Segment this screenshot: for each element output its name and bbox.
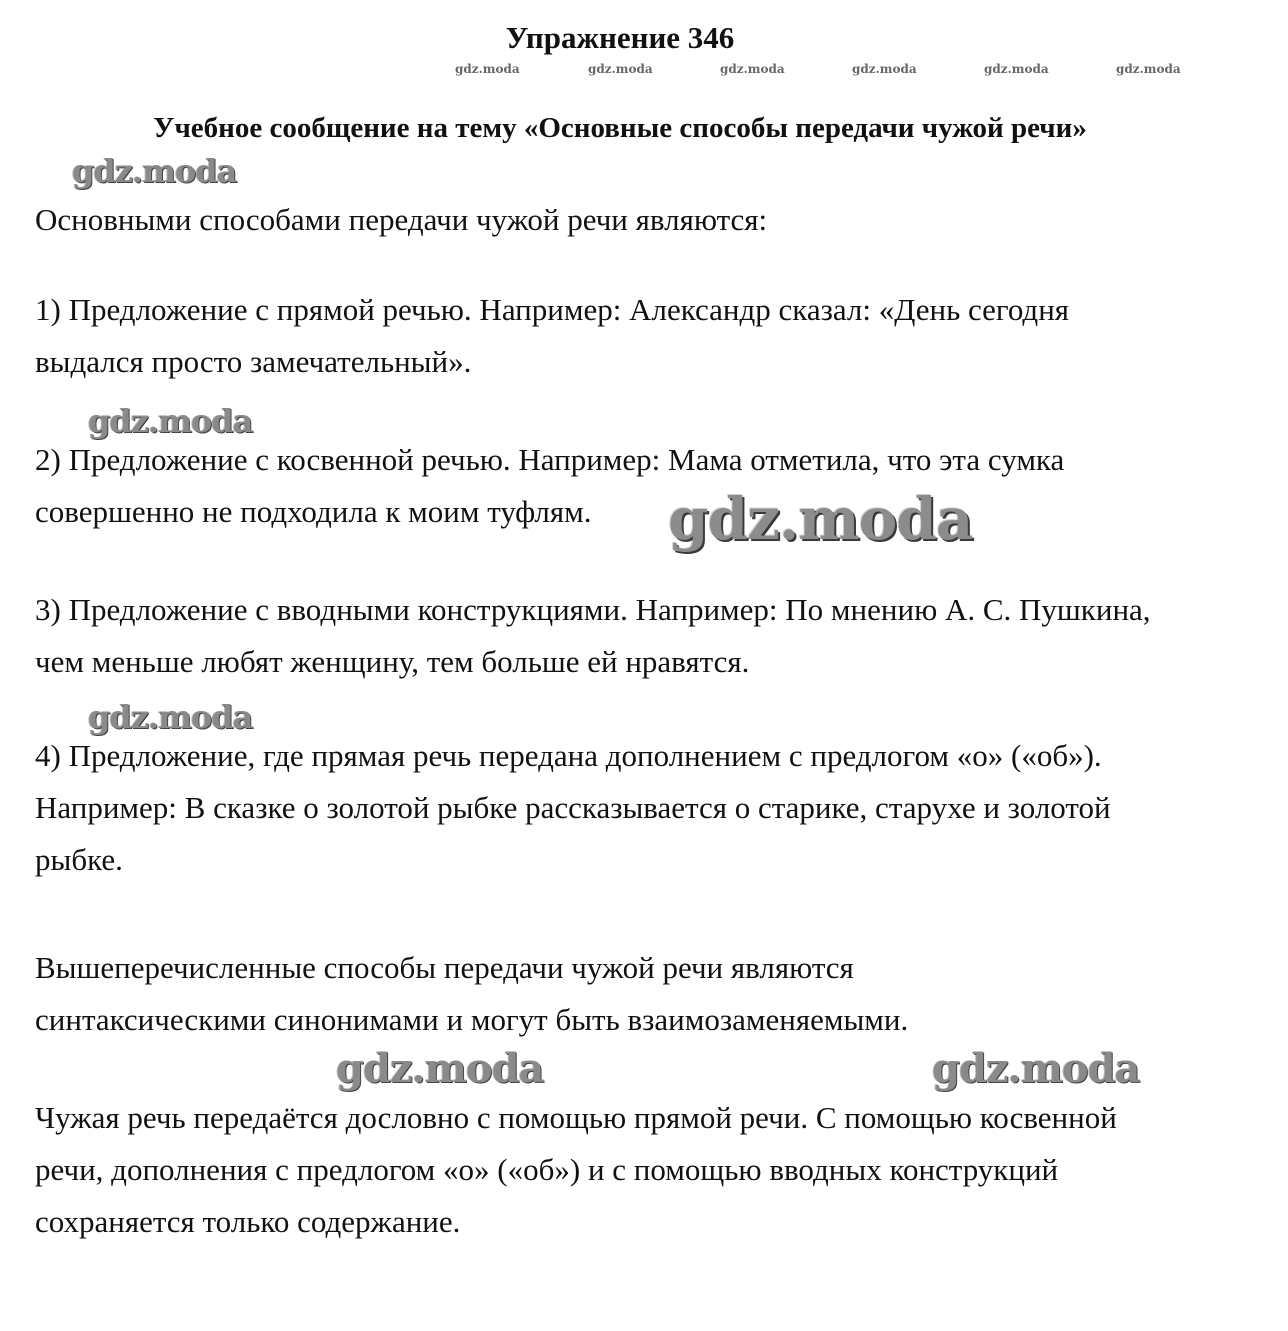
summary-1-text: Вышеперечисленные способы передачи чужой речи являются синтаксическими синонимами и могут быть взаимозаменяемыми. — [35, 950, 909, 1037]
item-2-paragraph — [35, 434, 1225, 538]
summary-1-paragraph — [35, 942, 1035, 1046]
message-subtitle: Учебное сообщение на тему «Основные способы передачи чужой речи» — [153, 112, 1087, 144]
watermark-small: gdz.moda — [720, 62, 785, 76]
watermark-strip — [0, 62, 1288, 78]
watermark: gdz.moda — [336, 1045, 544, 1092]
watermark-small: gdz.moda — [455, 62, 520, 76]
watermark-small: gdz.moda — [588, 62, 653, 76]
watermark-small: gdz.moda — [852, 62, 917, 76]
watermark-large: gdz.moda — [668, 485, 973, 553]
item-3-text: 3) Предложение с вводными конструкциями. Например: По мнению А. С. Пушкина, чем меньше любят женщину, тем больше ей нравятся. — [35, 592, 1151, 679]
intro-paragraph — [35, 194, 1245, 246]
summary-2-paragraph — [35, 1092, 1185, 1248]
watermark-small: gdz.moda — [1116, 62, 1181, 76]
item-1-text: 1) Предложение с прямой речью. Например: Александр сказал: «День сегодня выдался просто замечательный». — [35, 292, 1070, 379]
item-2-text: 2) Предложение с косвенной речью. Например: Мама отметила, что эта сумка совершенно не подходила к моим туфлям. — [35, 442, 1065, 529]
watermark: gdz.moda — [72, 152, 237, 190]
exercise-title: Упражнение 346 — [505, 20, 735, 55]
watermark-small: gdz.moda — [984, 62, 1049, 76]
watermark: gdz.moda — [932, 1045, 1140, 1092]
watermark: gdz.moda — [88, 698, 253, 736]
watermark: gdz.moda — [88, 402, 253, 440]
item-1-paragraph — [35, 284, 1135, 388]
item-4-paragraph — [35, 730, 1155, 886]
item-4-text: 4) Предложение, где прямая речь передана дополнением с предлогом «о» («об»). Например: В сказке о золотой рыбке рассказывается о старике, старухе и золотой рыбке. — [35, 738, 1111, 877]
summary-2-text: Чужая речь передаётся дословно с помощью прямой речи. С помощью косвенной речи, дополнения с предлогом «о» («об») и с помощью вводных конструкций сохраняется только содержание. — [35, 1100, 1117, 1239]
intro-text: Основными способами передачи чужой речи являются: — [35, 202, 768, 237]
item-3-paragraph — [35, 584, 1175, 688]
